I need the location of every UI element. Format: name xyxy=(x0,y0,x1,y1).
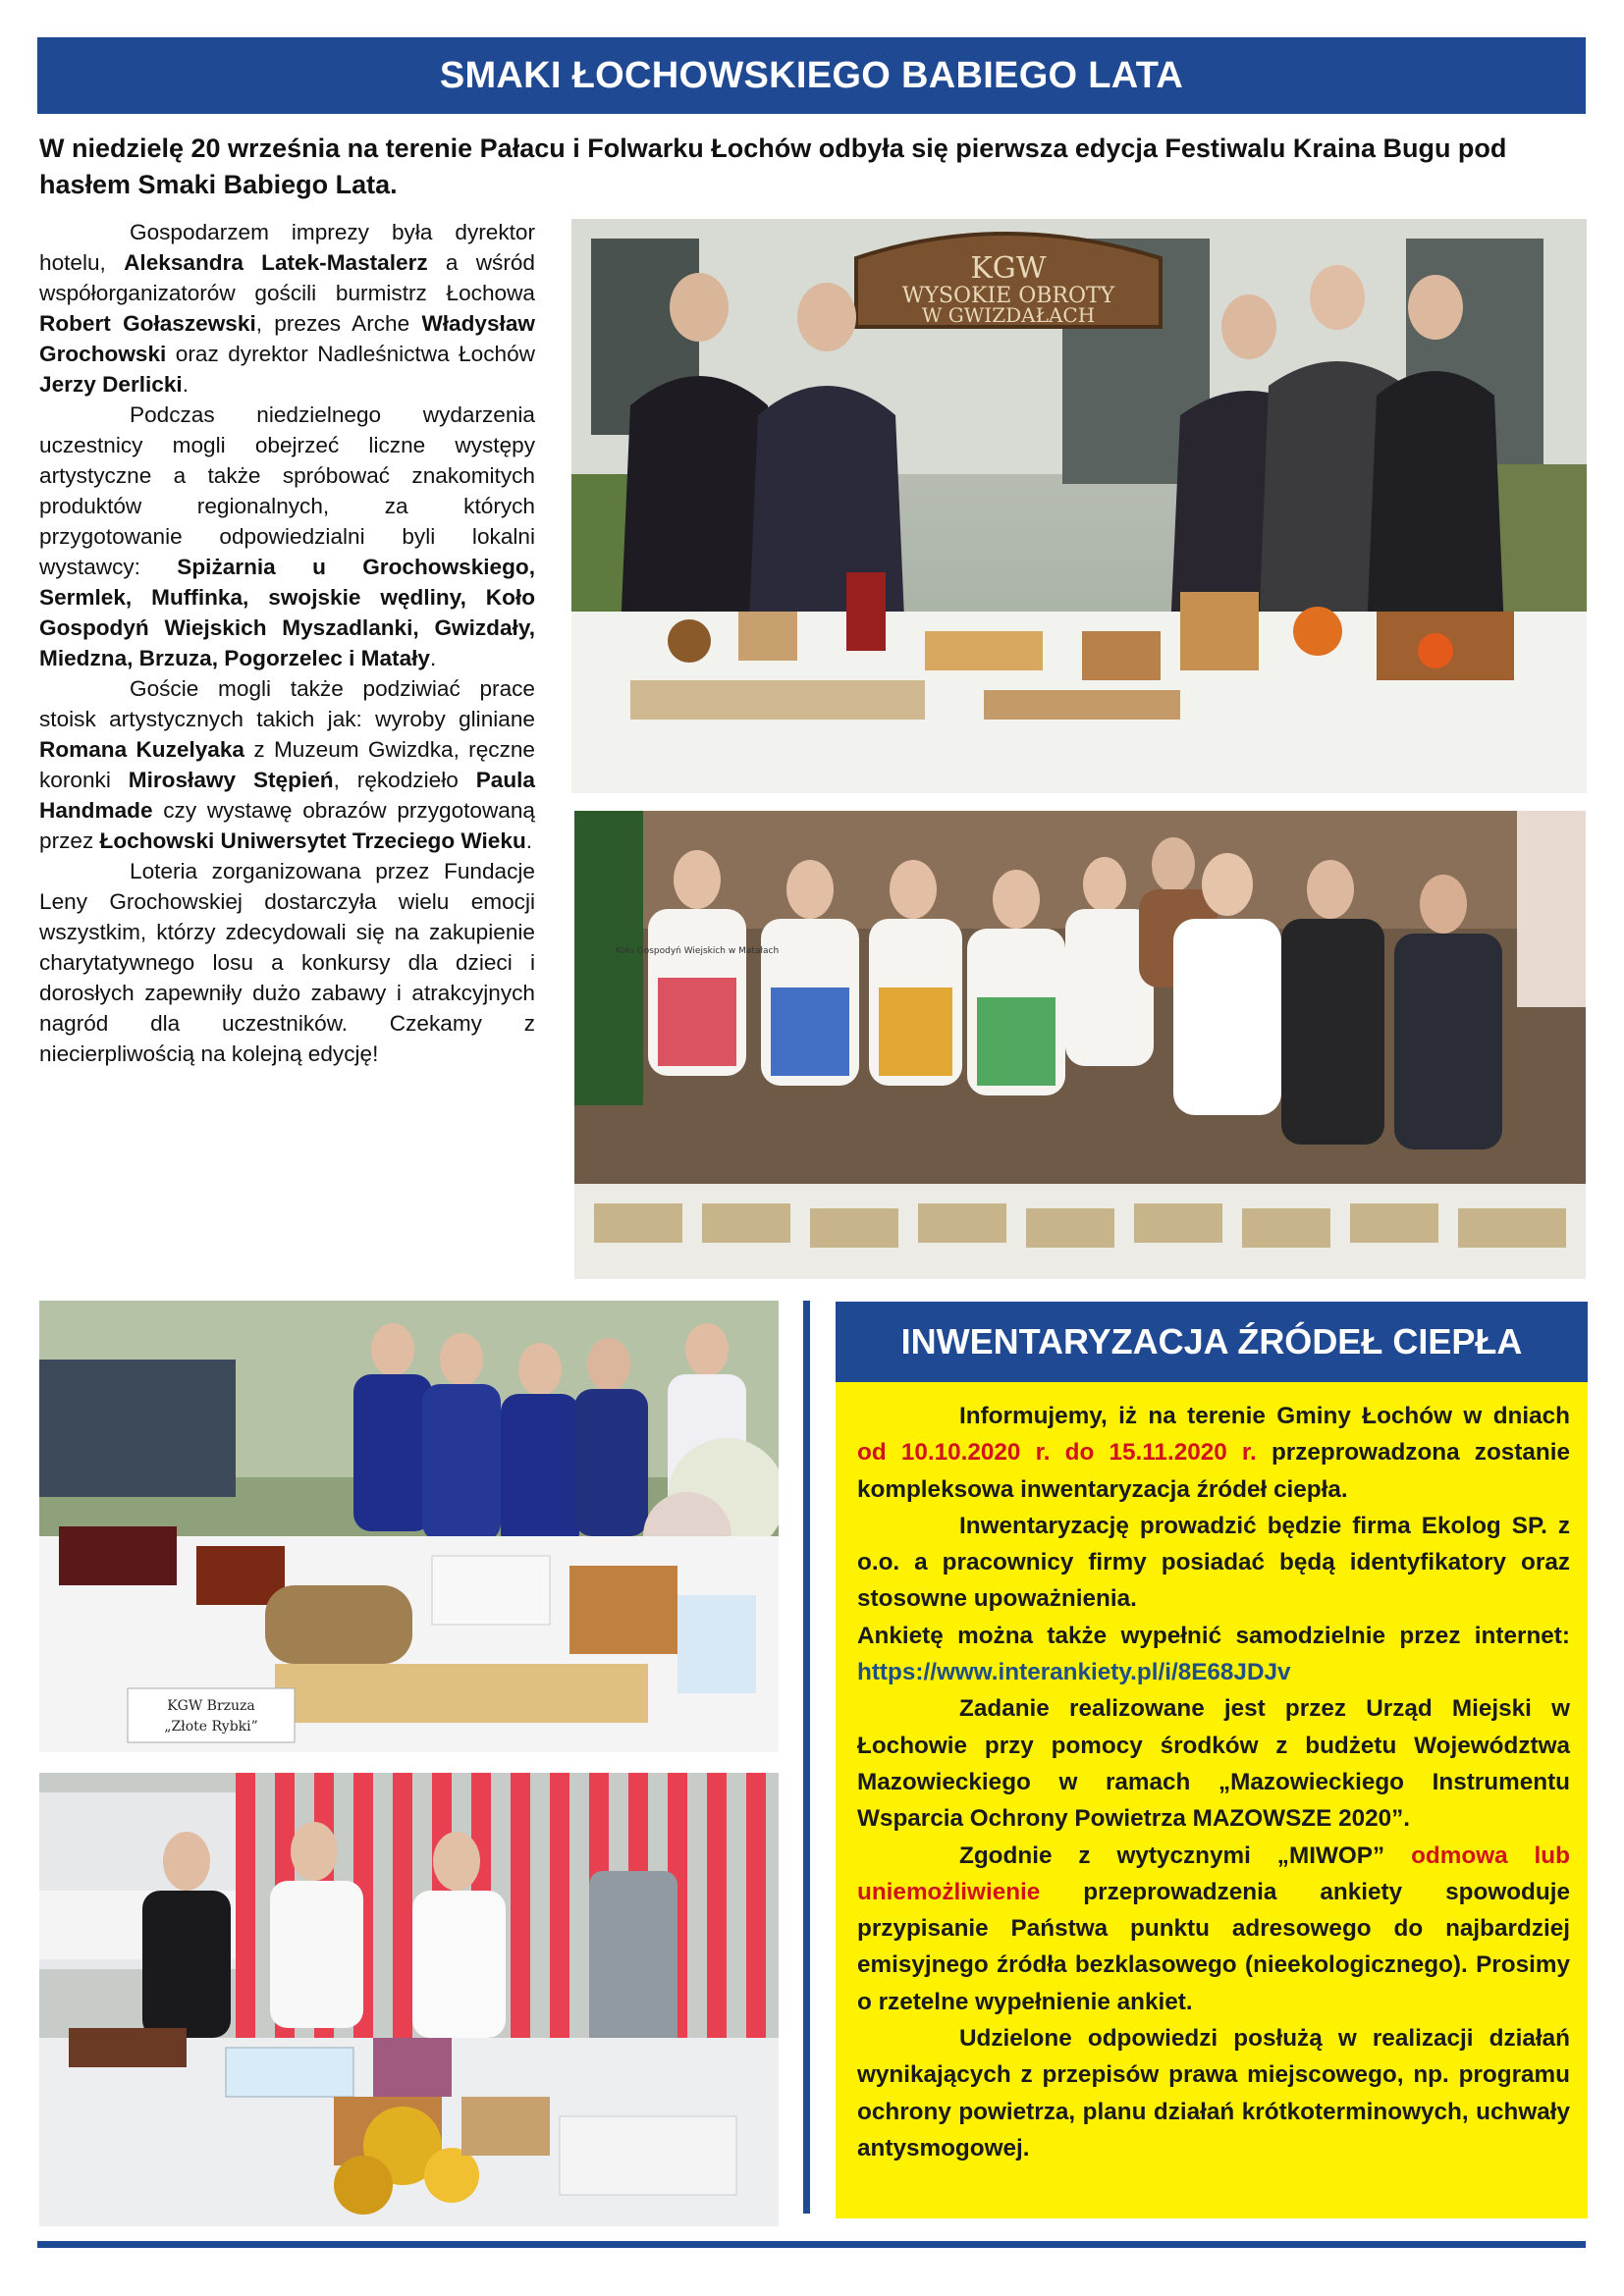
photo-kgw-brzuza-stand xyxy=(39,1301,779,1752)
article-paragraph-1: Gospodarzem imprezy była dyrektor hotelu, Aleksandra Latek-Mastalerz a wśród współorganizatorów gościli burmistrz Łochowa Robert Gołaszewski, prezes Arche Władysław Grochowski oraz dyrektor Nadleśnictwa Łochów Jerzy Derlicki. xyxy=(39,220,535,397)
column-divider xyxy=(803,1301,810,2214)
info-box-title: INWENTARYZACJA ŹRÓDEŁ CIEPŁA xyxy=(836,1302,1588,1382)
article-lead: W niedzielę 20 września na terenie Pałacu i Folwarku Łochów odbyła się pierwsza edycja Festiwalu Kraina Bugu pod hasłem Smaki Babiego Lata. xyxy=(39,133,1507,199)
info-paragraph-2: Inwentaryzację prowadzić będzie firma Ekolog SP. z o.o. a pracownicy firmy posiadać będą identyfikatory oraz stosowne upoważnienia. xyxy=(857,1512,1570,1613)
article-body xyxy=(39,217,535,1069)
survey-link[interactable]: https://www.interankiety.pl/i/8E68JDJv xyxy=(857,1659,1291,1686)
bottom-rule xyxy=(37,2241,1586,2248)
article-paragraph-3: Goście mogli także podziwiać prace stoisk artystycznych takich jak: wyroby gliniane Romana Kuzelyaka z Muzeum Gwizdka, ręczne koronki Mirosławy Stępień, rękodzieło Paula Handmade czy wystawę obrazów przygotowaną przez Łochowski Uniwersytet Trzeciego Wieku. xyxy=(39,676,535,853)
name-stepien: Mirosławy Stępień xyxy=(128,768,334,792)
photo-4-image xyxy=(39,1773,779,2226)
inventory-dates: od 10.10.2020 r. do 15.11.2020 r. xyxy=(857,1439,1257,1467)
article-paragraph-2: Podczas niedzielnego wydarzenia uczestnicy mogli obejrzeć liczne występy artystyczne a także spróbować znakomitych produktów regionalnych, za których przygotowanie odpowiedzialni byli lokalni wystawcy: Spiżarnia u Grochowskiego, Sermlek, Muffinka, swojskie wędliny, Koło Gospodyń Wiejskich Myszadlanki, Gwizdały, Miedzna, Brzuza, Pogorzelec i Matały. xyxy=(39,402,535,670)
photo-2-image xyxy=(574,811,1586,1279)
exhibitors-list: Spiżarnia u Grochowskiego, Sermlek, Muffinka, swojskie wędliny, Koło Gospodyń Wiejskich Myszadlanki, Gwizdały, Miedzna, Brzuza, Pogorzelec i Matały xyxy=(39,555,535,670)
name-kuzelyak: Romana Kuzelyaka xyxy=(39,737,244,762)
photo-striped-tent-stand xyxy=(39,1773,779,2226)
name-utw: Łochowski Uniwersytet Trzeciego Wieku xyxy=(99,828,526,853)
info-paragraph-3: Ankietę można także wypełnić samodzielnie przez internet: https://www.interankiety.pl/i/8E68JDJv xyxy=(857,1622,1570,1686)
info-paragraph-1: Informujemy, iż na terenie Gminy Łochów w dniach od 10.10.2020 r. do 15.11.2020 r. przeprowadzona zostanie kompleksowa inwentaryzacja źródeł ciepła. xyxy=(857,1403,1571,1503)
name-grochowski: Władysław Grochowski xyxy=(39,311,535,366)
page-title: SMAKI ŁOCHOWSKIEGO BABIEGO LATA xyxy=(37,37,1586,114)
brzuza-card-line-1: KGW Brzuza xyxy=(167,1698,255,1714)
sign-line-1: KGW xyxy=(970,251,1047,286)
name-latek-mastalerz: Aleksandra Latek-Mastalerz xyxy=(124,250,428,275)
brzuza-card-line-2: „Złote Rybki” xyxy=(164,1719,258,1735)
info-paragraph-6: Udzielone odpowiedzi posłużą w realizacji działań wynikających z przepisów prawa miejscowego, np. programu ochrony powietrza, planu działań krótkoterminowych, uchwały antysmogowej. xyxy=(857,2025,1570,2162)
name-derlicki: Jerzy Derlicki xyxy=(39,372,183,397)
info-paragraph-4: Zadanie realizowane jest przez Urząd Miejski w Łochowie przy pomocy środków z budżetu Województwa Mazowieckiego w ramach „Mazowieckiego Instrumentu Wsparcia Ochrony Powietrza MAZOWSZE 2020”. xyxy=(857,1695,1570,1833)
sign-line-2: WYSOKIE OBROTY xyxy=(901,284,1115,308)
info-box-body xyxy=(836,1382,1588,2218)
photo-kgw-matały-group xyxy=(574,811,1586,1279)
photo-kgw-gwizdaly-stand xyxy=(571,219,1587,793)
photo-3-image xyxy=(39,1301,779,1752)
photo-1-image xyxy=(571,219,1587,793)
article-paragraph-4: Loteria zorganizowana przez Fundacje Leny Grochowskiej dostarczyła wielu emocji wszystkim, którzy zdecydowali się na zakupienie charytatywnego losu a konkursy dla dzieci i dorosłych zapewniły dużo zabawy i atrakcyjnych nagród dla uczestników. Czekamy z niecierpliwością na kolejną edycję! xyxy=(39,859,535,1066)
sign-line-3: W GWIZDAŁACH xyxy=(921,303,1096,327)
shirt-print: Koło Gospodyń Wiejskich w Matałach xyxy=(615,946,780,956)
name-golaszewski: Robert Gołaszewski xyxy=(39,311,256,336)
name-paula-handmade: Paula Handmade xyxy=(39,768,535,823)
info-paragraph-5: Zgodnie z wytycznymi „MIWOP” odmowa lub uniemożliwienie przeprowadzenia ankiety spowoduje przypisanie Państwa punktu adresowego do najbardziej emisyjnego źródła bezklasowego (nieekologicznego). Prosimy o rzetelne wypełnienie ankiet. xyxy=(857,1842,1570,2015)
refusal-warning: odmowa lub uniemożliwienie xyxy=(857,1842,1570,1905)
